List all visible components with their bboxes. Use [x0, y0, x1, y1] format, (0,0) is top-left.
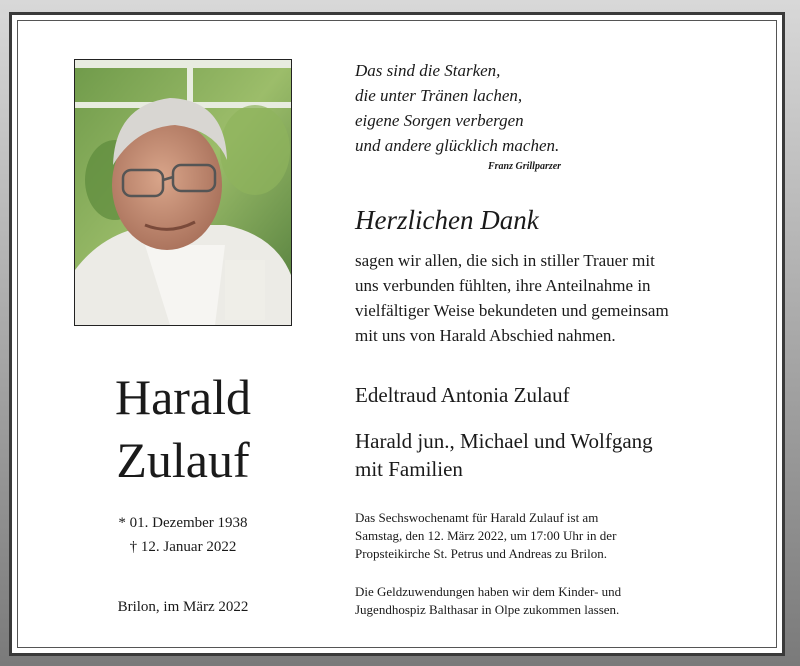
poem [355, 58, 559, 158]
thanks-line: mit uns von Harald Abschied nahmen. [355, 326, 616, 345]
mourner-line: mit Familien [355, 457, 463, 481]
death-date: † 12. Januar 2022 [129, 539, 237, 555]
deceased-last-name: Zulauf [116, 432, 250, 488]
info-line: Propsteikirche St. Petrus und Andreas zu Brilon. [355, 546, 608, 561]
obituary-card [9, 12, 785, 656]
place-and-date: Brilon, im März 2022 [117, 599, 249, 615]
thanks-heading: Herzlichen Dank [355, 205, 539, 235]
mourner-family [355, 427, 653, 483]
mourner-line: Edeltraud Antonia Zulauf [355, 383, 570, 407]
memorial-mass-info [355, 509, 616, 563]
thanks-line: uns verbunden fühlten, ihre Anteilnahme in [355, 276, 651, 295]
poem-line: und andere glücklich machen. [355, 136, 560, 155]
donation-info [355, 583, 621, 619]
poem-line: eigene Sorgen verbergen [355, 111, 524, 130]
poem-author: Franz Grillparzer [488, 161, 562, 172]
mourner-line: Harald jun., Michael und Wolfgang [355, 429, 653, 453]
birth-date: * 01. Dezember 1938 [118, 515, 248, 531]
info-line: Die Geldzuwendungen haben wir dem Kinder- und [355, 584, 622, 599]
info-line: Jugendhospiz Balthasar in Olpe zukommen lassen. [355, 602, 620, 617]
thanks-text [355, 248, 669, 348]
info-line: Das Sechswochenamt für Harald Zulauf ist am [355, 510, 599, 525]
info-line: Samstag, den 12. März 2022, um 17:00 Uhr in der [355, 528, 617, 543]
mourner-widow [355, 381, 570, 409]
poem-line: Das sind die Starken, [355, 61, 501, 80]
inner-border [17, 20, 777, 648]
portrait-photo [74, 59, 292, 326]
deceased-first-name: Harald [114, 369, 252, 425]
poem-line: die unter Tränen lachen, [355, 86, 523, 105]
thanks-line: sagen wir allen, die sich in stiller Trauer mit [355, 251, 655, 270]
thanks-line: vielfältiger Weise bekundeten und gemeinsam [355, 301, 669, 320]
